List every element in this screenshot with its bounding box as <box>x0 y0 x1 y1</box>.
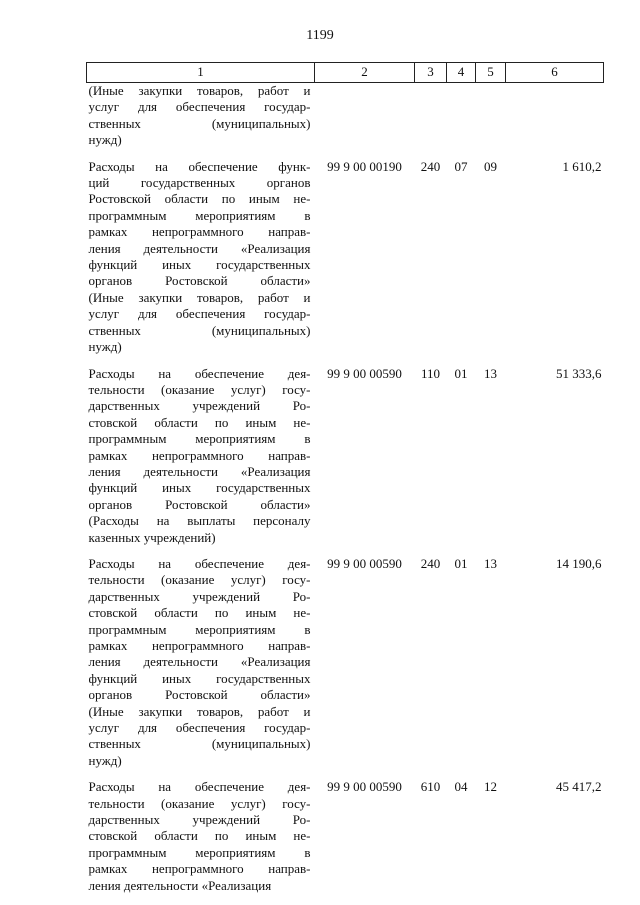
expense-description <box>87 779 315 894</box>
description-line: (Расходы на выплаты персоналу <box>88 513 311 529</box>
description-line: программным мероприятиям в <box>88 207 311 223</box>
description-line: дарственных учреждений Ро- <box>88 398 311 414</box>
description-line: (Иные закупки товаров, работ и <box>88 83 311 98</box>
amount-value <box>506 83 604 149</box>
column-header: 4 <box>447 63 476 83</box>
description-line: тельности (оказание услуг) госу- <box>88 381 311 397</box>
column-header: 1 <box>87 63 315 83</box>
description-line: Расходы на обеспечение дея- <box>88 779 311 795</box>
description-line: функций иных государственных <box>88 257 311 273</box>
description-line: дарственных учреждений Ро- <box>88 588 311 604</box>
subsection-code: 12 <box>484 779 497 795</box>
description-line: программным мероприятиям в <box>88 844 311 860</box>
description-line: стовской области по иным не- <box>88 414 311 430</box>
description-line: (Иные закупки товаров, работ и <box>88 703 311 719</box>
column-header: 2 <box>315 63 415 83</box>
description-line: (Иные закупки товаров, работ и <box>88 289 311 305</box>
amount-value: 14 190,6 <box>556 555 602 571</box>
table-row <box>87 556 604 769</box>
description-line: функций иных государственных <box>88 480 311 496</box>
description-line: ственных (муниципальных) <box>88 115 311 131</box>
expense-type-code: 240 <box>420 555 441 571</box>
description-line: рамках непрограммного направ- <box>88 224 311 240</box>
description-line: Ростовской области по иным не- <box>88 191 311 207</box>
description-line: органов Ростовской области» <box>88 496 311 512</box>
table-header-row <box>87 63 604 83</box>
description-line: услуг для обеспечения государ- <box>88 720 311 736</box>
description-line: ственных (муниципальных) <box>88 736 311 752</box>
expense-type-code: 240 <box>420 158 441 174</box>
description-line: услуг для обеспечения государ- <box>88 99 311 115</box>
description-line: рамках непрограммного направ- <box>88 861 311 877</box>
description-line: тельности (оказание услуг) госу- <box>88 795 311 811</box>
column-header: 3 <box>415 63 447 83</box>
table-row <box>87 366 604 546</box>
expense-description <box>87 556 315 769</box>
description-line: дарственных учреждений Ро- <box>88 812 311 828</box>
table-body <box>87 83 604 895</box>
expense-description <box>87 159 315 356</box>
subsection-code: 13 <box>484 555 497 571</box>
description-line: стовской области по иным не- <box>88 828 311 844</box>
table-row <box>87 779 604 894</box>
target-article-code: 99 9 00 00590 <box>327 555 402 571</box>
description-line: функций иных государственных <box>88 670 311 686</box>
description-line: стовской области по иным не- <box>88 605 311 621</box>
section-code: 04 <box>454 779 468 795</box>
description-line: ления деятельности «Реализация <box>88 240 311 256</box>
description-line: рамках непрограммного направ- <box>88 638 311 653</box>
row-spacer <box>87 149 604 159</box>
description-line: нужд) <box>88 752 122 768</box>
subsection-code <box>476 83 506 149</box>
section-code <box>447 83 476 149</box>
description-line: органов Ростовской области» <box>88 687 311 703</box>
description-line: ления деятельности «Реализация <box>88 654 311 670</box>
description-line: органов Ростовской области» <box>88 273 311 289</box>
description-line: рамках непрограммного направ- <box>88 447 311 463</box>
target-article-code <box>315 83 415 149</box>
row-spacer <box>87 546 604 556</box>
expense-description <box>87 366 315 546</box>
description-line: нужд) <box>88 132 122 148</box>
table-row <box>87 159 604 356</box>
description-line: программным мероприятиям в <box>88 621 311 637</box>
expense-type-code: 610 <box>420 779 441 795</box>
description-line: ственных (муниципальных) <box>88 322 311 338</box>
table-row <box>87 83 604 149</box>
description-line: тельности (оказание услуг) госу- <box>88 572 311 588</box>
description-line: услуг для обеспечения государ- <box>88 306 311 322</box>
section-code: 01 <box>454 365 468 381</box>
description-line: Расходы на обеспечение дея- <box>88 555 311 571</box>
budget-table <box>86 62 604 894</box>
column-header: 5 <box>476 63 506 83</box>
target-article-code: 99 9 00 00190 <box>327 158 402 174</box>
section-code: 01 <box>454 555 468 571</box>
subsection-code: 13 <box>484 365 497 381</box>
target-article-code: 99 9 00 00590 <box>327 365 402 381</box>
description-line: казенных учреждений) <box>88 529 216 545</box>
description-line: ления деятельности «Реализация <box>88 877 272 893</box>
description-line: Расходы на обеспечение дея- <box>88 365 311 381</box>
description-line: ций государственных органов <box>88 175 311 191</box>
section-code: 07 <box>454 158 468 174</box>
description-line: Расходы на обеспечение функ- <box>88 158 311 174</box>
subsection-code: 09 <box>484 158 497 174</box>
row-spacer <box>87 356 604 366</box>
row-spacer <box>87 769 604 779</box>
amount-value: 51 333,6 <box>556 365 602 381</box>
column-header: 6 <box>506 63 604 83</box>
amount-value: 45 417,2 <box>556 779 602 795</box>
description-line: ления деятельности «Реализация <box>88 463 311 479</box>
amount-value: 1 610,2 <box>562 158 602 174</box>
expense-type-code <box>415 83 447 149</box>
description-line: программным мероприятиям в <box>88 431 311 447</box>
expense-type-code: 110 <box>420 365 441 381</box>
description-line: нужд) <box>88 339 122 355</box>
expense-description <box>87 83 315 149</box>
target-article-code: 99 9 00 00590 <box>327 779 402 795</box>
page-number: 1199 <box>306 28 334 43</box>
